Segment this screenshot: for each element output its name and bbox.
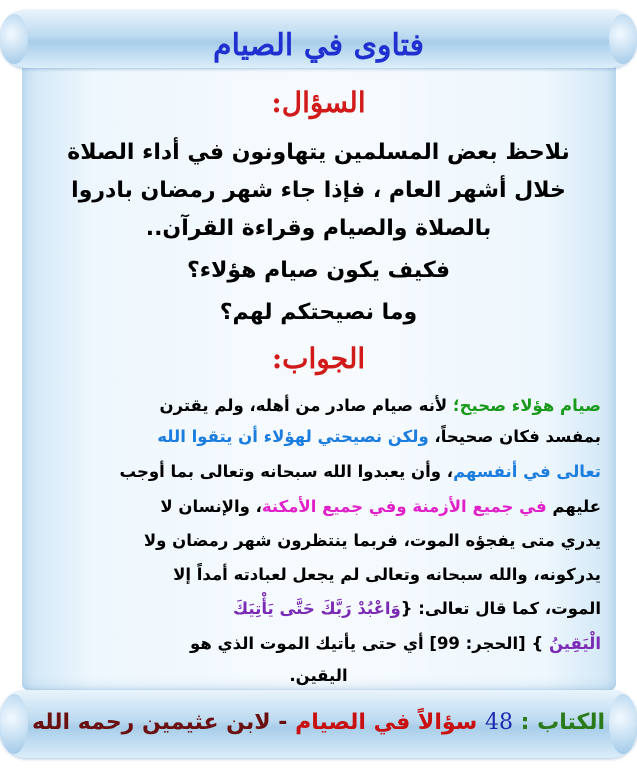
- answer-line-2: [36, 423, 601, 450]
- question-line-2: خلال أشهر العام ، فإذا جاء شهر رمضان بادروا: [71, 178, 566, 203]
- answer-heading: الجواب:: [271, 342, 366, 375]
- answer-highlight-blue: ولكن نصيحتي لهؤلاء أن يتقوا الله: [157, 427, 435, 446]
- answer-text: عليهم: [546, 497, 601, 516]
- answer-line-6: يدركونه، والله سبحانه وتعالى لم يجعل لعبادته أمداً إلا: [173, 565, 601, 584]
- answer-text: ، والإنسان لا: [160, 497, 262, 516]
- answer-line-5: يدري متى يفجؤه الموت، فربما ينتظرون شهر رمضان ولا: [143, 531, 601, 550]
- answer-line-8: [36, 630, 601, 657]
- footer-dash: -: [278, 710, 288, 735]
- page-title: فتاوى في الصيام: [213, 28, 424, 63]
- answer-highlight-magenta: في جميع الأزمنة وفي جميع الأمكنة: [261, 497, 547, 516]
- quran-verse: وَاعْبُدْ رَبَّكَ حَتَّى يَأْتِيَكَ: [233, 599, 401, 618]
- question-line-5: وما نصيحتكم لهم؟: [219, 300, 418, 325]
- footer-label: الكتاب :: [520, 710, 606, 735]
- footer-author: لابن عثيمين رحمه الله: [31, 710, 271, 735]
- answer-line-7: [36, 595, 601, 622]
- footer-book-title: سؤالاً في الصيام: [295, 710, 478, 735]
- answer-line-1: [36, 392, 601, 419]
- footer-number: 48: [484, 710, 513, 735]
- answer-text: بمفسد فكان صحيحاً،: [434, 427, 601, 446]
- answer-text: } [الحجر: 99] أي حتى يأتيك الموت الذي هو: [190, 634, 549, 653]
- answer-line-9: اليقين.: [289, 666, 348, 685]
- answer-text: ، وأن يعبدوا الله سبحانه وتعالى بما أوجب: [119, 462, 454, 481]
- answer-highlight-green: صيام هؤلاء صحيح؛: [452, 396, 601, 415]
- question-line-4: فكيف يكون صيام هؤلاء؟: [186, 258, 451, 283]
- answer-line-4: [36, 493, 601, 520]
- question-line-1: نلاحظ بعض المسلمين يتهاونون في أداء الصلاة: [67, 140, 570, 165]
- book-reference: [0, 706, 637, 740]
- answer-highlight-blue: تعالى في أنفسهم: [453, 462, 601, 481]
- answer-text: لأنه صيام صادر من أهله، ولم يقترن: [159, 396, 453, 415]
- answer-text: الموت، كما قال تعالى: {: [400, 599, 601, 618]
- quran-verse: الْيَقِينُ: [548, 634, 601, 653]
- answer-line-3: [36, 458, 601, 485]
- question-heading: السؤال:: [271, 86, 366, 119]
- question-line-3: بالصلاة والصيام وقراءة القرآن..: [145, 216, 492, 241]
